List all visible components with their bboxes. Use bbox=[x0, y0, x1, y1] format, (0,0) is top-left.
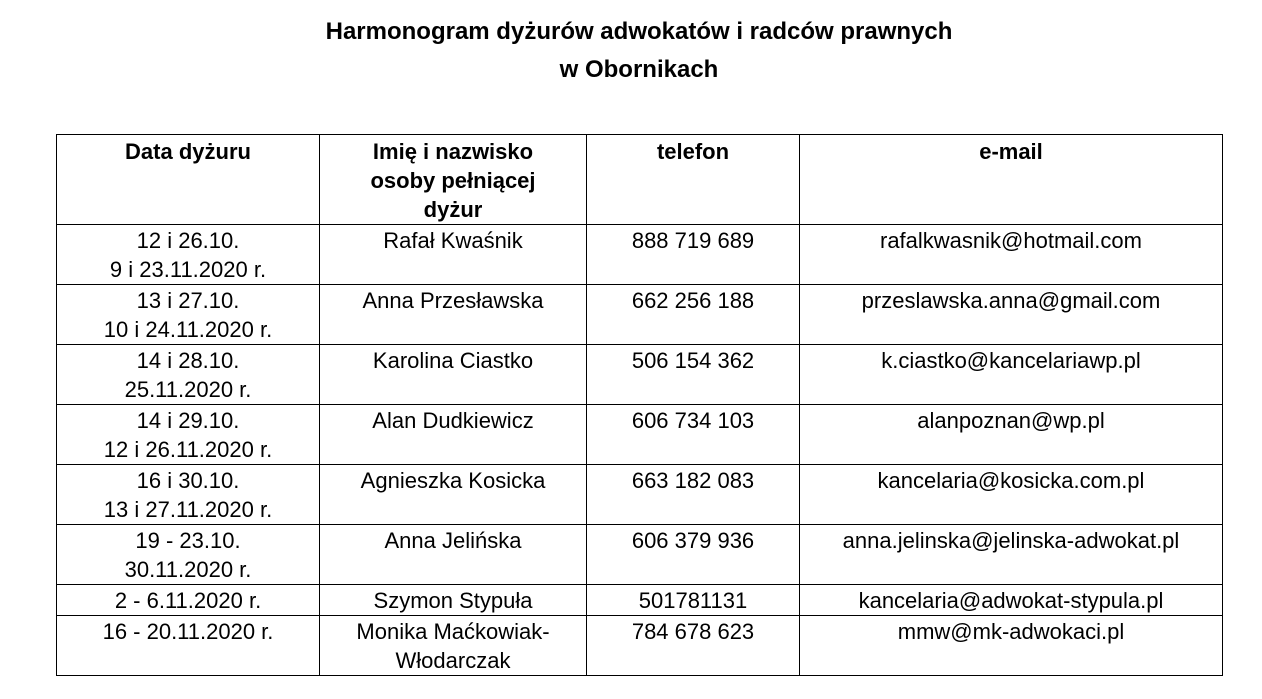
name-cell: Agnieszka Kosicka bbox=[320, 465, 587, 525]
date-line-1: 13 i 27.10. bbox=[136, 288, 240, 313]
name-cell bbox=[320, 616, 587, 676]
date-line-2: 13 i 27.11.2020 r. bbox=[103, 497, 273, 522]
phone-cell: 506 154 362 bbox=[587, 345, 800, 405]
phone-cell: 663 182 083 bbox=[587, 465, 800, 525]
phone-cell: 662 256 188 bbox=[587, 285, 800, 345]
table-row bbox=[57, 585, 1223, 616]
table-row bbox=[57, 345, 1223, 405]
title-line-1: Harmonogram dyżurów adwokatów i radców prawnych bbox=[325, 18, 953, 45]
name-cell: Alan Dudkiewicz bbox=[320, 405, 587, 465]
name-cell: Karolina Ciastko bbox=[320, 345, 587, 405]
header-row bbox=[57, 135, 1223, 225]
title-line-2: w Obornikach bbox=[559, 56, 719, 83]
date-line-1: 12 i 26.10. bbox=[136, 228, 240, 253]
name-line-1: Monika Maćkowiak- bbox=[356, 619, 550, 644]
name-cell: Rafał Kwaśnik bbox=[320, 225, 587, 285]
header-name-line-3: dyżur bbox=[423, 197, 483, 222]
date-cell: 16 - 20.11.2020 r. bbox=[57, 616, 320, 676]
email-cell: przeslawska.anna@gmail.com bbox=[800, 285, 1223, 345]
header-date: Data dyżuru bbox=[57, 135, 320, 225]
phone-cell: 888 719 689 bbox=[587, 225, 800, 285]
date-line-2: 12 i 26.11.2020 r. bbox=[103, 437, 273, 462]
table-row bbox=[57, 285, 1223, 345]
table-row bbox=[57, 405, 1223, 465]
header-email: e-mail bbox=[800, 135, 1223, 225]
phone-cell: 501781131 bbox=[587, 585, 800, 616]
phone-cell: 606 379 936 bbox=[587, 525, 800, 585]
email-cell: mmw@mk-adwokaci.pl bbox=[800, 616, 1223, 676]
date-cell bbox=[57, 465, 320, 525]
date-line-1: 19 - 23.10. bbox=[135, 528, 241, 553]
email-cell: k.ciastko@kancelariawp.pl bbox=[800, 345, 1223, 405]
table-row bbox=[57, 465, 1223, 525]
date-line-2: 25.11.2020 r. bbox=[124, 377, 252, 402]
date-cell: 2 - 6.11.2020 r. bbox=[57, 585, 320, 616]
date-line-1: 16 i 30.10. bbox=[136, 468, 240, 493]
date-line-2: 10 i 24.11.2020 r. bbox=[103, 317, 273, 342]
name-line-2: Włodarczak bbox=[395, 648, 511, 673]
table-row bbox=[57, 525, 1223, 585]
table-header bbox=[57, 135, 1223, 225]
email-cell: kancelaria@kosicka.com.pl bbox=[800, 465, 1223, 525]
phone-cell: 784 678 623 bbox=[587, 616, 800, 676]
date-cell bbox=[57, 405, 320, 465]
header-name-line-1: Imię i nazwisko bbox=[372, 139, 534, 164]
phone-cell: 606 734 103 bbox=[587, 405, 800, 465]
name-cell: Anna Jelińska bbox=[320, 525, 587, 585]
duty-schedule-table bbox=[56, 134, 1223, 676]
date-line-1: 14 i 29.10. bbox=[136, 408, 240, 433]
date-cell bbox=[57, 345, 320, 405]
email-cell: kancelaria@adwokat-stypula.pl bbox=[800, 585, 1223, 616]
date-line-2: 30.11.2020 r. bbox=[124, 557, 252, 582]
table-body bbox=[57, 225, 1223, 676]
header-phone: telefon bbox=[587, 135, 800, 225]
email-cell: anna.jelinska@jelinska-adwokat.pl bbox=[800, 525, 1223, 585]
date-cell bbox=[57, 285, 320, 345]
header-name-line-2: osoby pełniącej bbox=[370, 168, 536, 193]
header-name bbox=[320, 135, 587, 225]
email-cell: alanpoznan@wp.pl bbox=[800, 405, 1223, 465]
date-line-1: 14 i 28.10. bbox=[136, 348, 240, 373]
table-row bbox=[57, 225, 1223, 285]
date-cell bbox=[57, 225, 320, 285]
date-line-2: 9 i 23.11.2020 r. bbox=[109, 257, 267, 282]
email-cell: rafalkwasnik@hotmail.com bbox=[800, 225, 1223, 285]
table-row bbox=[57, 616, 1223, 676]
name-cell: Anna Przesławska bbox=[320, 285, 587, 345]
date-cell bbox=[57, 525, 320, 585]
name-cell: Szymon Stypuła bbox=[320, 585, 587, 616]
document-title bbox=[0, 13, 1262, 89]
